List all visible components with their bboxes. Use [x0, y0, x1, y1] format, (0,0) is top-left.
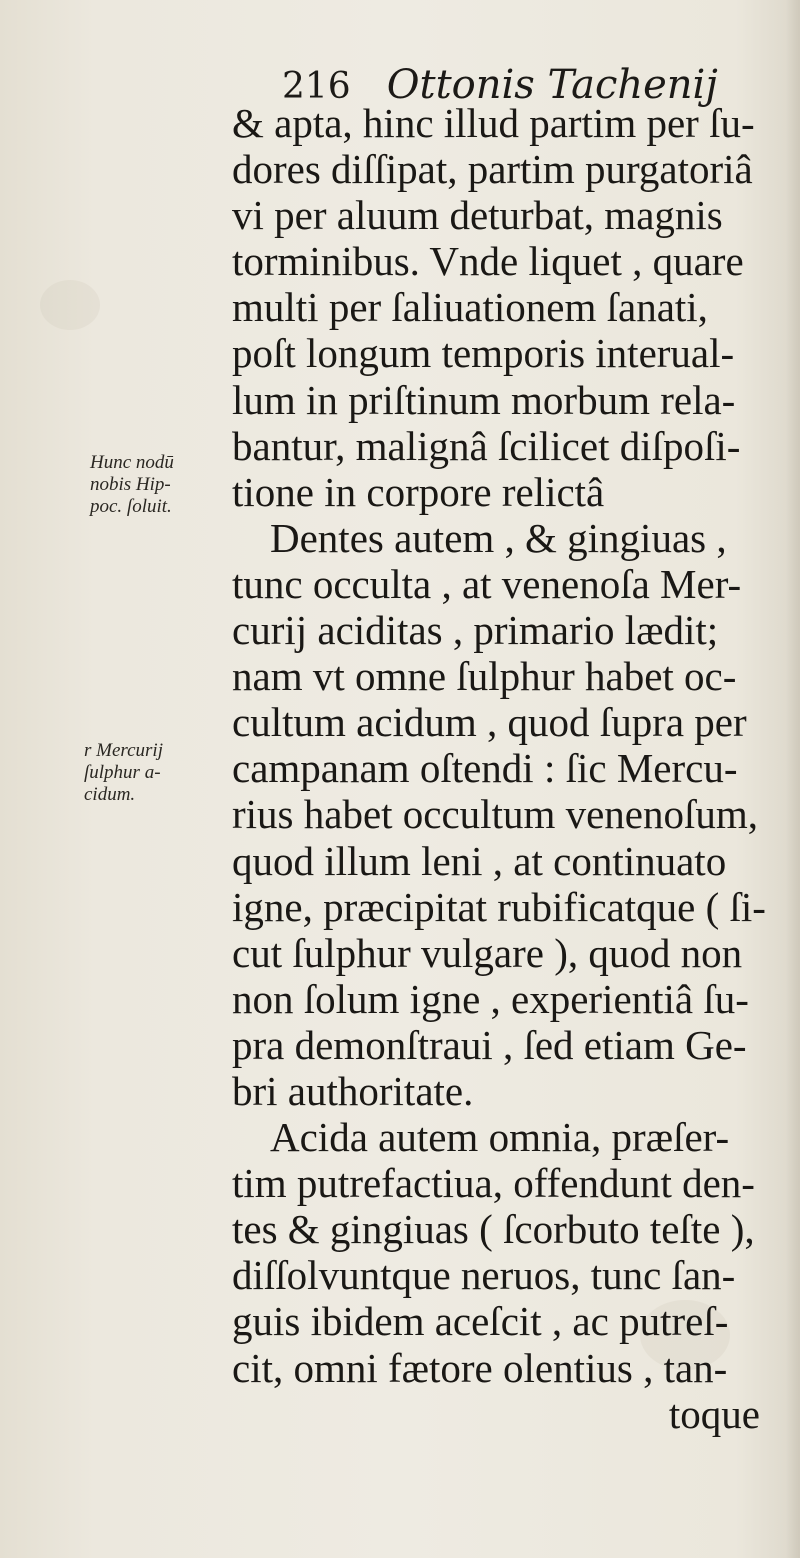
text-line: quod illum leni , at continuato [232, 837, 727, 884]
text-line: dores diſſipat, partim purgatoriâ [232, 146, 753, 193]
text-line: cultum acidum , quod ſupra per [232, 699, 747, 746]
text-line: igne, præcipitat rubificatque ( ſi- [232, 883, 766, 930]
text-line: nam vt omne ſulphur habet oc- [232, 653, 737, 700]
text-line: poſt longum temporis interual- [232, 330, 735, 377]
text-line: pra demonſtraui , ſed etiam Ge- [232, 1021, 747, 1068]
text-line: multi per ſaliuationem ſanati, [232, 284, 708, 331]
text-line: guis ibidem aceſcit , ac putreſ- [232, 1298, 729, 1345]
catchword: toque [668, 1390, 760, 1437]
text-line: torminibus. Vnde liquet , quare [232, 238, 744, 285]
text-line: Dentes autem , & gingiuas , [270, 514, 727, 561]
text-line: tione in corpore relictâ [232, 468, 605, 515]
text-line: vi per aluum deturbat, magnis [232, 192, 723, 239]
marginal-note-line: Hunc nodū [90, 452, 174, 473]
text-line: bri authoritate. [232, 1067, 474, 1114]
text-line: cit, omni fætore olentius , tan- [232, 1344, 728, 1391]
text-line: Acida autem omnia, præſer- [270, 1114, 730, 1161]
text-line: curij aciditas , primario lædit; [232, 607, 719, 654]
text-line: rius habet occultum venenoſum, [232, 791, 759, 838]
marginal-note-1 [90, 452, 240, 518]
text-line: tim putrefactiua, offendunt den- [232, 1160, 755, 1207]
marginal-note-2 [84, 740, 234, 806]
text-line: campanam oſtendi : ſic Mercu- [232, 745, 738, 792]
folio-number: 216 [282, 66, 351, 107]
marginal-note-line: nobis Hip- [90, 474, 171, 495]
marginal-note-line: cidum. [84, 784, 136, 805]
text-line: non ſolum igne , experientiâ ſu- [232, 975, 749, 1022]
paper-stain [40, 280, 100, 330]
text-line: & apta, hinc illud partim per ſu- [232, 100, 755, 146]
marginal-note-line: r Mercurij [84, 740, 163, 761]
text-line: tes & gingiuas ( ſcorbuto teſte ), [232, 1206, 755, 1253]
text-line: lum in priſtinum morbum rela- [232, 376, 736, 423]
running-title: Ottonis Tachenij [386, 62, 718, 108]
text-line: tunc occulta , at venenoſa Mer- [232, 560, 742, 607]
body-text [232, 100, 792, 1437]
text-line: bantur, malignâ ſcilicet diſpoſi- [232, 422, 741, 469]
text-line: cut ſulphur vulgare ), quod non [232, 929, 743, 976]
marginal-note-line: poc. ſoluit. [90, 496, 172, 517]
text-line: diſſolvuntque neruos, tunc ſan- [232, 1252, 736, 1299]
marginal-note-line: ſulphur a- [84, 762, 161, 783]
